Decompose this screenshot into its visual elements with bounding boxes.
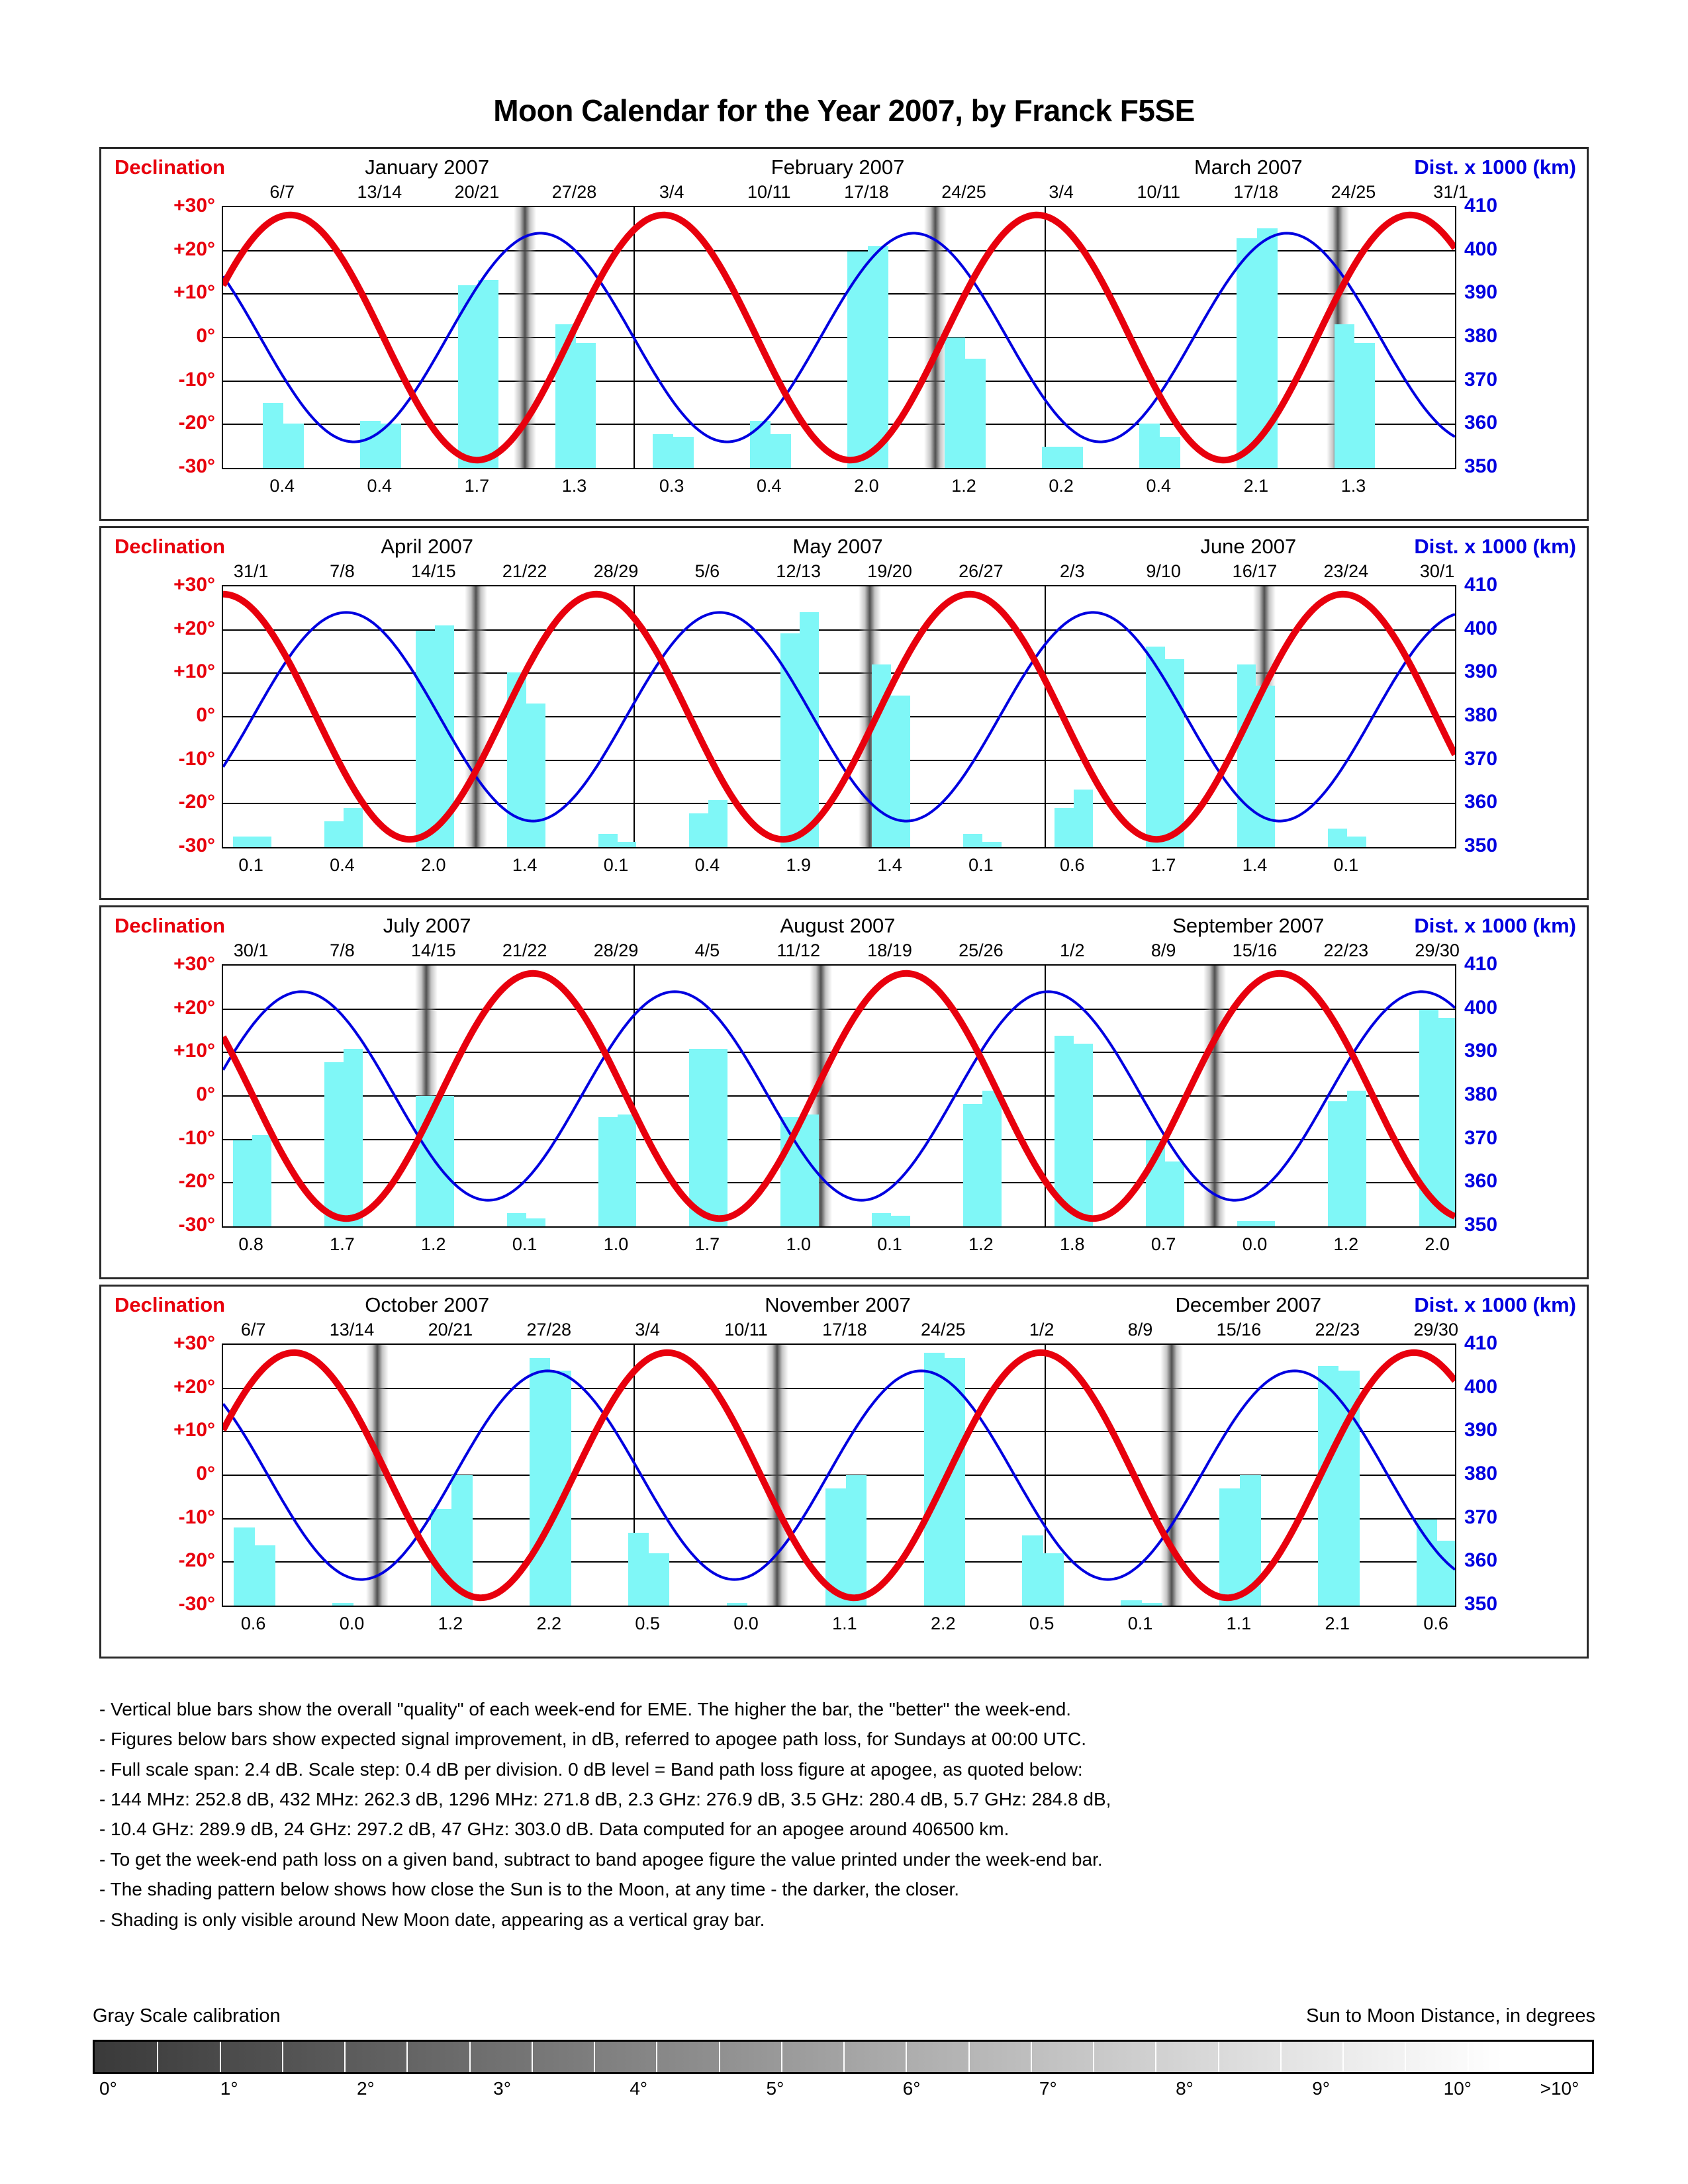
- gray-scale-gradient: [95, 2042, 1592, 2072]
- db-value-label: 0.8: [238, 1234, 263, 1254]
- month-title: August 2007: [780, 914, 896, 937]
- month-title: October 2007: [365, 1293, 490, 1316]
- gray-scale-separator: [1093, 2042, 1094, 2072]
- month-title: December 2007: [1175, 1293, 1322, 1316]
- db-value-label: 1.4: [1242, 855, 1268, 875]
- db-value-label: 1.1: [1226, 1614, 1252, 1633]
- declination-tick-label: 0°: [196, 704, 215, 726]
- distance-tick-label: 380: [1464, 1463, 1498, 1484]
- weekend-date-label: 6/7: [240, 1320, 266, 1340]
- calibration-right-label: Sun to Moon Distance, in degrees: [1306, 2005, 1595, 2026]
- weekend-date-label: 15/16: [1216, 1320, 1262, 1340]
- distance-tick-label: 390: [1464, 1040, 1498, 1062]
- declination-tick-label: -10°: [178, 1506, 215, 1528]
- declination-tick-label: -20°: [178, 1549, 215, 1572]
- gray-scale-tick-label: 10°: [1443, 2078, 1472, 2099]
- db-value-label: 0.4: [330, 855, 355, 875]
- declination-curve: [223, 215, 1455, 460]
- distance-tick-label: 410: [1464, 195, 1498, 216]
- month-title: May 2007: [792, 535, 883, 558]
- db-value-label: 1.1: [832, 1614, 857, 1633]
- distance-tick-label: 410: [1464, 1332, 1498, 1354]
- db-value-label: 0.5: [635, 1614, 660, 1633]
- gray-scale-tick-label: 8°: [1176, 2078, 1194, 2099]
- weekend-date-label: 10/11: [1137, 182, 1181, 202]
- weekend-date-label: 8/9: [1150, 940, 1176, 960]
- gray-scale-separator: [282, 2042, 283, 2072]
- plot-area: [222, 206, 1456, 469]
- plot-area: [222, 585, 1456, 848]
- note-line: - Shading is only visible around New Moon date, appearing as a vertical gray bar.: [99, 1909, 765, 1930]
- note-line: - Vertical blue bars show the overall "quality" of each week-end for EME. The higher the bar, the "better" the week-end.: [99, 1699, 1072, 1719]
- curves-svg: [223, 1345, 1455, 1606]
- month-title: November 2007: [765, 1293, 911, 1316]
- weekend-date-label: 31/1: [1433, 182, 1468, 202]
- declination-tick-label: +30°: [173, 574, 215, 596]
- month-title: July 2007: [383, 914, 471, 937]
- gray-scale-separator: [719, 2042, 720, 2072]
- db-value-label: 1.7: [1150, 855, 1176, 875]
- weekend-date-label: 24/25: [941, 182, 986, 202]
- db-value-label: 1.4: [512, 855, 538, 875]
- month-title: September 2007: [1172, 914, 1325, 937]
- weekend-date-label: 20/21: [454, 182, 500, 202]
- distance-curve: [223, 991, 1455, 1200]
- distance-tick-label: 350: [1464, 1214, 1498, 1236]
- declination-tick-label: -30°: [178, 1593, 215, 1615]
- gray-scale-separator: [157, 2042, 158, 2072]
- note-line: - 10.4 GHz: 289.9 dB, 24 GHz: 297.2 dB, 47 GHz: 303.0 dB. Data computed for an apogee around 406500 km.: [99, 1819, 1009, 1840]
- gray-scale-separator: [843, 2042, 845, 2072]
- declination-tick-label: +20°: [173, 238, 215, 260]
- distance-tick-label: 400: [1464, 996, 1498, 1019]
- gray-scale-separator: [594, 2042, 595, 2072]
- gray-scale-tick-label: 4°: [630, 2078, 648, 2099]
- weekend-date-label: 9/10: [1146, 561, 1181, 581]
- distance-tick-label: 410: [1464, 574, 1498, 596]
- calibration-left-label: Gray Scale calibration: [93, 2005, 281, 2026]
- note-line: - To get the week-end path loss on a given band, subtract to band apogee figure the value printed under the week-end bar.: [99, 1848, 1103, 1870]
- weekend-date-label: 30/1: [1419, 561, 1455, 581]
- db-value-label: 1.0: [603, 1234, 629, 1254]
- db-value-label: 1.2: [951, 476, 976, 496]
- weekend-date-label: 1/2: [1059, 940, 1085, 960]
- declination-tick-label: +10°: [173, 1040, 215, 1062]
- weekend-date-label: 31/1: [233, 561, 269, 581]
- declination-tick-label: +30°: [173, 1332, 215, 1354]
- db-value-label: 0.1: [1333, 855, 1359, 875]
- db-value-label: 0.0: [733, 1614, 759, 1633]
- db-value-label: 0.1: [877, 1234, 902, 1254]
- db-value-label: 2.0: [854, 476, 879, 496]
- note-line: - Full scale span: 2.4 dB. Scale step: 0.4 dB per division. 0 dB level = Band path loss figure at apogee, as quoted below:: [99, 1758, 1083, 1780]
- month-title: March 2007: [1194, 156, 1303, 179]
- plot-area: [222, 1343, 1456, 1607]
- gray-scale-tick-label: 0°: [99, 2078, 117, 2099]
- weekend-date-label: 1/2: [1029, 1320, 1055, 1340]
- db-value-label: 0.0: [1242, 1234, 1268, 1254]
- gray-scale-separator: [469, 2042, 471, 2072]
- month-title: January 2007: [365, 156, 490, 179]
- calendar-panel-q3: [99, 905, 1589, 1279]
- declination-tick-label: 0°: [196, 1463, 215, 1484]
- gray-scale-bar: [93, 2040, 1594, 2074]
- distance-curve: [223, 1371, 1455, 1579]
- db-value-label: 2.2: [931, 1614, 956, 1633]
- distance-tick-label: 390: [1464, 660, 1498, 683]
- page-title: Moon Calendar for the Year 2007, by Franck F5SE: [493, 93, 1195, 128]
- declination-tick-label: -10°: [178, 747, 215, 770]
- declination-tick-label: -20°: [178, 412, 215, 434]
- declination-axis-title: Declination: [115, 156, 226, 179]
- declination-tick-label: +10°: [173, 281, 215, 304]
- declination-tick-label: -10°: [178, 368, 215, 390]
- weekend-date-label: 21/22: [502, 561, 547, 581]
- db-value-label: 2.0: [421, 855, 446, 875]
- db-value-label: 0.4: [1146, 476, 1172, 496]
- gray-scale-separator: [906, 2042, 907, 2072]
- distance-tick-label: 400: [1464, 617, 1498, 639]
- gray-scale-separator: [656, 2042, 657, 2072]
- weekend-date-label: 15/16: [1232, 940, 1278, 960]
- db-value-label: 0.0: [339, 1614, 365, 1633]
- weekend-date-label: 8/9: [1127, 1320, 1153, 1340]
- weekend-date-label: 14/15: [411, 940, 456, 960]
- declination-tick-label: -10°: [178, 1126, 215, 1149]
- distance-tick-label: 380: [1464, 325, 1498, 347]
- declination-tick-label: -30°: [178, 455, 215, 477]
- gray-scale-separator: [1155, 2042, 1156, 2072]
- weekend-date-label: 21/22: [502, 940, 547, 960]
- distance-axis-title: Dist. x 1000 (km): [1414, 156, 1576, 179]
- distance-tick-label: 370: [1464, 368, 1498, 390]
- db-value-label: 1.3: [561, 476, 587, 496]
- gray-scale-separator: [220, 2042, 221, 2072]
- db-value-label: 0.1: [512, 1234, 538, 1254]
- gray-scale-tick-label: 1°: [220, 2078, 238, 2099]
- db-value-label: 0.4: [757, 476, 782, 496]
- weekend-date-label: 3/4: [635, 1320, 660, 1340]
- db-value-label: 1.7: [330, 1234, 355, 1254]
- weekend-date-label: 17/18: [822, 1320, 867, 1340]
- db-value-label: 0.3: [659, 476, 684, 496]
- gray-scale-tick-label: 7°: [1039, 2078, 1057, 2099]
- db-value-label: 1.8: [1059, 1234, 1085, 1254]
- db-value-label: 2.0: [1425, 1234, 1450, 1254]
- gray-scale-separator: [1468, 2042, 1469, 2072]
- weekend-date-label: 7/8: [330, 940, 355, 960]
- gray-scale-tick-label: 5°: [766, 2078, 784, 2099]
- distance-tick-label: 360: [1464, 1170, 1498, 1193]
- weekend-date-label: 5/6: [694, 561, 720, 581]
- note-line: - 144 MHz: 252.8 dB, 432 MHz: 262.3 dB, 1296 MHz: 271.8 dB, 2.3 GHz: 276.9 dB, 3.5 GHz: 280.4 dB, 5.7 GHz: 284.8 dB,: [99, 1789, 1111, 1810]
- weekend-date-label: 26/27: [959, 561, 1004, 581]
- db-value-label: 0.1: [1127, 1614, 1153, 1633]
- weekend-date-label: 29/30: [1415, 940, 1460, 960]
- calendar-panel-q4: [99, 1285, 1589, 1659]
- weekend-date-label: 13/14: [329, 1320, 375, 1340]
- gray-scale-separator: [1342, 2042, 1344, 2072]
- db-value-label: 0.1: [238, 855, 263, 875]
- db-value-label: 0.6: [240, 1614, 266, 1633]
- weekend-date-label: 13/14: [357, 182, 402, 202]
- gray-scale-separator: [1218, 2042, 1219, 2072]
- distance-tick-label: 390: [1464, 281, 1498, 304]
- distance-tick-label: 350: [1464, 455, 1498, 477]
- weekend-date-label: 19/20: [867, 561, 912, 581]
- month-title: February 2007: [771, 156, 905, 179]
- gray-scale-tick-label: >10°: [1540, 2078, 1579, 2099]
- declination-tick-label: 0°: [196, 1083, 215, 1105]
- note-line: - The shading pattern below shows how close the Sun is to the Moon, at any time - the darker, the closer.: [99, 1879, 960, 1900]
- weekend-date-label: 27/28: [526, 1320, 572, 1340]
- distance-curve: [223, 233, 1455, 441]
- month-title: June 2007: [1200, 535, 1297, 558]
- db-value-label: 0.1: [968, 855, 994, 875]
- db-value-label: 1.4: [877, 855, 902, 875]
- db-value-label: 0.4: [694, 855, 720, 875]
- gray-scale-tick-label: 6°: [902, 2078, 921, 2099]
- distance-tick-label: 400: [1464, 1375, 1498, 1398]
- weekend-date-label: 25/26: [959, 940, 1004, 960]
- declination-axis-title: Declination: [115, 914, 226, 937]
- weekend-date-label: 20/21: [428, 1320, 473, 1340]
- db-value-label: 0.5: [1029, 1614, 1055, 1633]
- gray-scale-ticks: [93, 2078, 1594, 2105]
- weekend-date-label: 11/12: [776, 940, 820, 960]
- gray-scale-separator: [1031, 2042, 1032, 2072]
- weekend-date-label: 10/11: [747, 182, 791, 202]
- distance-axis-title: Dist. x 1000 (km): [1414, 914, 1576, 937]
- declination-tick-label: +20°: [173, 996, 215, 1019]
- distance-tick-label: 410: [1464, 953, 1498, 975]
- weekend-date-label: 22/23: [1323, 940, 1369, 960]
- db-value-label: 0.6: [1423, 1614, 1448, 1633]
- db-value-label: 0.4: [269, 476, 295, 496]
- distance-tick-label: 400: [1464, 238, 1498, 260]
- weekend-date-label: 30/1: [233, 940, 269, 960]
- declination-tick-label: +20°: [173, 617, 215, 639]
- declination-axis-title: Declination: [115, 535, 226, 558]
- declination-curve: [223, 594, 1455, 839]
- declination-axis-title: Declination: [115, 1293, 226, 1316]
- db-value-label: 2.1: [1325, 1614, 1350, 1633]
- db-value-label: 0.6: [1059, 855, 1085, 875]
- note-line: - Figures below bars show expected signal improvement, in dB, referred to apogee path loss, for Sundays at 00:00 UTC.: [99, 1729, 1086, 1750]
- distance-tick-label: 350: [1464, 1593, 1498, 1615]
- weekend-date-label: 4/5: [694, 940, 720, 960]
- db-value-label: 1.3: [1340, 476, 1366, 496]
- distance-tick-label: 390: [1464, 1419, 1498, 1441]
- declination-tick-label: +30°: [173, 953, 215, 975]
- weekend-date-label: 17/18: [844, 182, 889, 202]
- weekend-date-label: 28/29: [593, 940, 639, 960]
- weekend-date-label: 3/4: [659, 182, 684, 202]
- distance-tick-label: 380: [1464, 1083, 1498, 1105]
- declination-curve: [223, 1353, 1455, 1598]
- weekend-date-label: 27/28: [551, 182, 597, 202]
- month-title: April 2007: [381, 535, 473, 558]
- notes-block: [99, 1694, 1595, 1934]
- gray-scale-tick-label: 9°: [1312, 2078, 1331, 2099]
- weekend-date-label: 29/30: [1413, 1320, 1458, 1340]
- declination-tick-label: +10°: [173, 1419, 215, 1441]
- db-value-label: 1.9: [786, 855, 811, 875]
- db-value-label: 0.1: [603, 855, 629, 875]
- curves-svg: [223, 207, 1455, 468]
- weekend-date-label: 28/29: [593, 561, 639, 581]
- db-value-label: 1.7: [694, 1234, 720, 1254]
- distance-tick-label: 380: [1464, 704, 1498, 726]
- db-value-label: 1.2: [1333, 1234, 1359, 1254]
- db-value-label: 2.1: [1243, 476, 1269, 496]
- declination-tick-label: -20°: [178, 791, 215, 813]
- weekend-date-label: 16/17: [1232, 561, 1278, 581]
- db-value-label: 1.2: [968, 1234, 994, 1254]
- db-value-label: 1.0: [786, 1234, 811, 1254]
- declination-tick-label: +10°: [173, 660, 215, 683]
- curves-svg: [223, 966, 1455, 1226]
- declination-tick-label: -30°: [178, 1214, 215, 1236]
- gray-scale-separator: [344, 2042, 346, 2072]
- weekend-date-label: 2/3: [1059, 561, 1085, 581]
- weekend-date-label: 6/7: [269, 182, 295, 202]
- gray-scale-separator: [532, 2042, 533, 2072]
- distance-axis-title: Dist. x 1000 (km): [1414, 1293, 1576, 1316]
- curves-svg: [223, 586, 1455, 847]
- declination-tick-label: -30°: [178, 835, 215, 856]
- distance-tick-label: 360: [1464, 1549, 1498, 1572]
- gray-scale-separator: [781, 2042, 782, 2072]
- gray-scale-separator: [406, 2042, 408, 2072]
- gray-scale-separator: [968, 2042, 970, 2072]
- calendar-panel-q1: [99, 147, 1589, 521]
- declination-tick-label: +20°: [173, 1375, 215, 1398]
- db-value-label: 0.4: [367, 476, 393, 496]
- weekend-date-label: 22/23: [1315, 1320, 1360, 1340]
- gray-scale-separator: [1405, 2042, 1406, 2072]
- distance-tick-label: 370: [1464, 1126, 1498, 1149]
- weekend-date-label: 12/13: [776, 561, 821, 581]
- weekend-date-label: 24/25: [1331, 182, 1376, 202]
- distance-axis-title: Dist. x 1000 (km): [1414, 535, 1576, 558]
- gray-scale-tick-label: 3°: [493, 2078, 511, 2099]
- weekend-date-label: 10/11: [724, 1320, 768, 1340]
- distance-tick-label: 350: [1464, 835, 1498, 856]
- declination-tick-label: -20°: [178, 1170, 215, 1193]
- weekend-date-label: 7/8: [330, 561, 355, 581]
- db-value-label: 1.2: [421, 1234, 446, 1254]
- calendar-panel-q2: [99, 526, 1589, 900]
- weekend-date-label: 14/15: [411, 561, 456, 581]
- weekend-date-label: 24/25: [921, 1320, 966, 1340]
- weekend-date-label: 23/24: [1323, 561, 1369, 581]
- weekend-date-label: 17/18: [1233, 182, 1279, 202]
- db-value-label: 0.2: [1049, 476, 1074, 496]
- gray-scale-separator: [1280, 2042, 1282, 2072]
- db-value-label: 1.7: [464, 476, 490, 496]
- gray-scale-tick-label: 2°: [356, 2078, 375, 2099]
- weekend-date-label: 3/4: [1049, 182, 1074, 202]
- weekend-date-label: 18/19: [867, 940, 912, 960]
- db-value-label: 1.2: [438, 1614, 463, 1633]
- plot-area: [222, 964, 1456, 1228]
- db-value-label: 0.7: [1150, 1234, 1176, 1254]
- declination-tick-label: 0°: [196, 325, 215, 347]
- distance-tick-label: 360: [1464, 412, 1498, 434]
- distance-tick-label: 360: [1464, 791, 1498, 813]
- declination-tick-label: +30°: [173, 195, 215, 216]
- db-value-label: 2.2: [536, 1614, 562, 1633]
- gray-scale-separator: [1530, 2042, 1531, 2072]
- distance-tick-label: 370: [1464, 1506, 1498, 1528]
- distance-tick-label: 370: [1464, 747, 1498, 770]
